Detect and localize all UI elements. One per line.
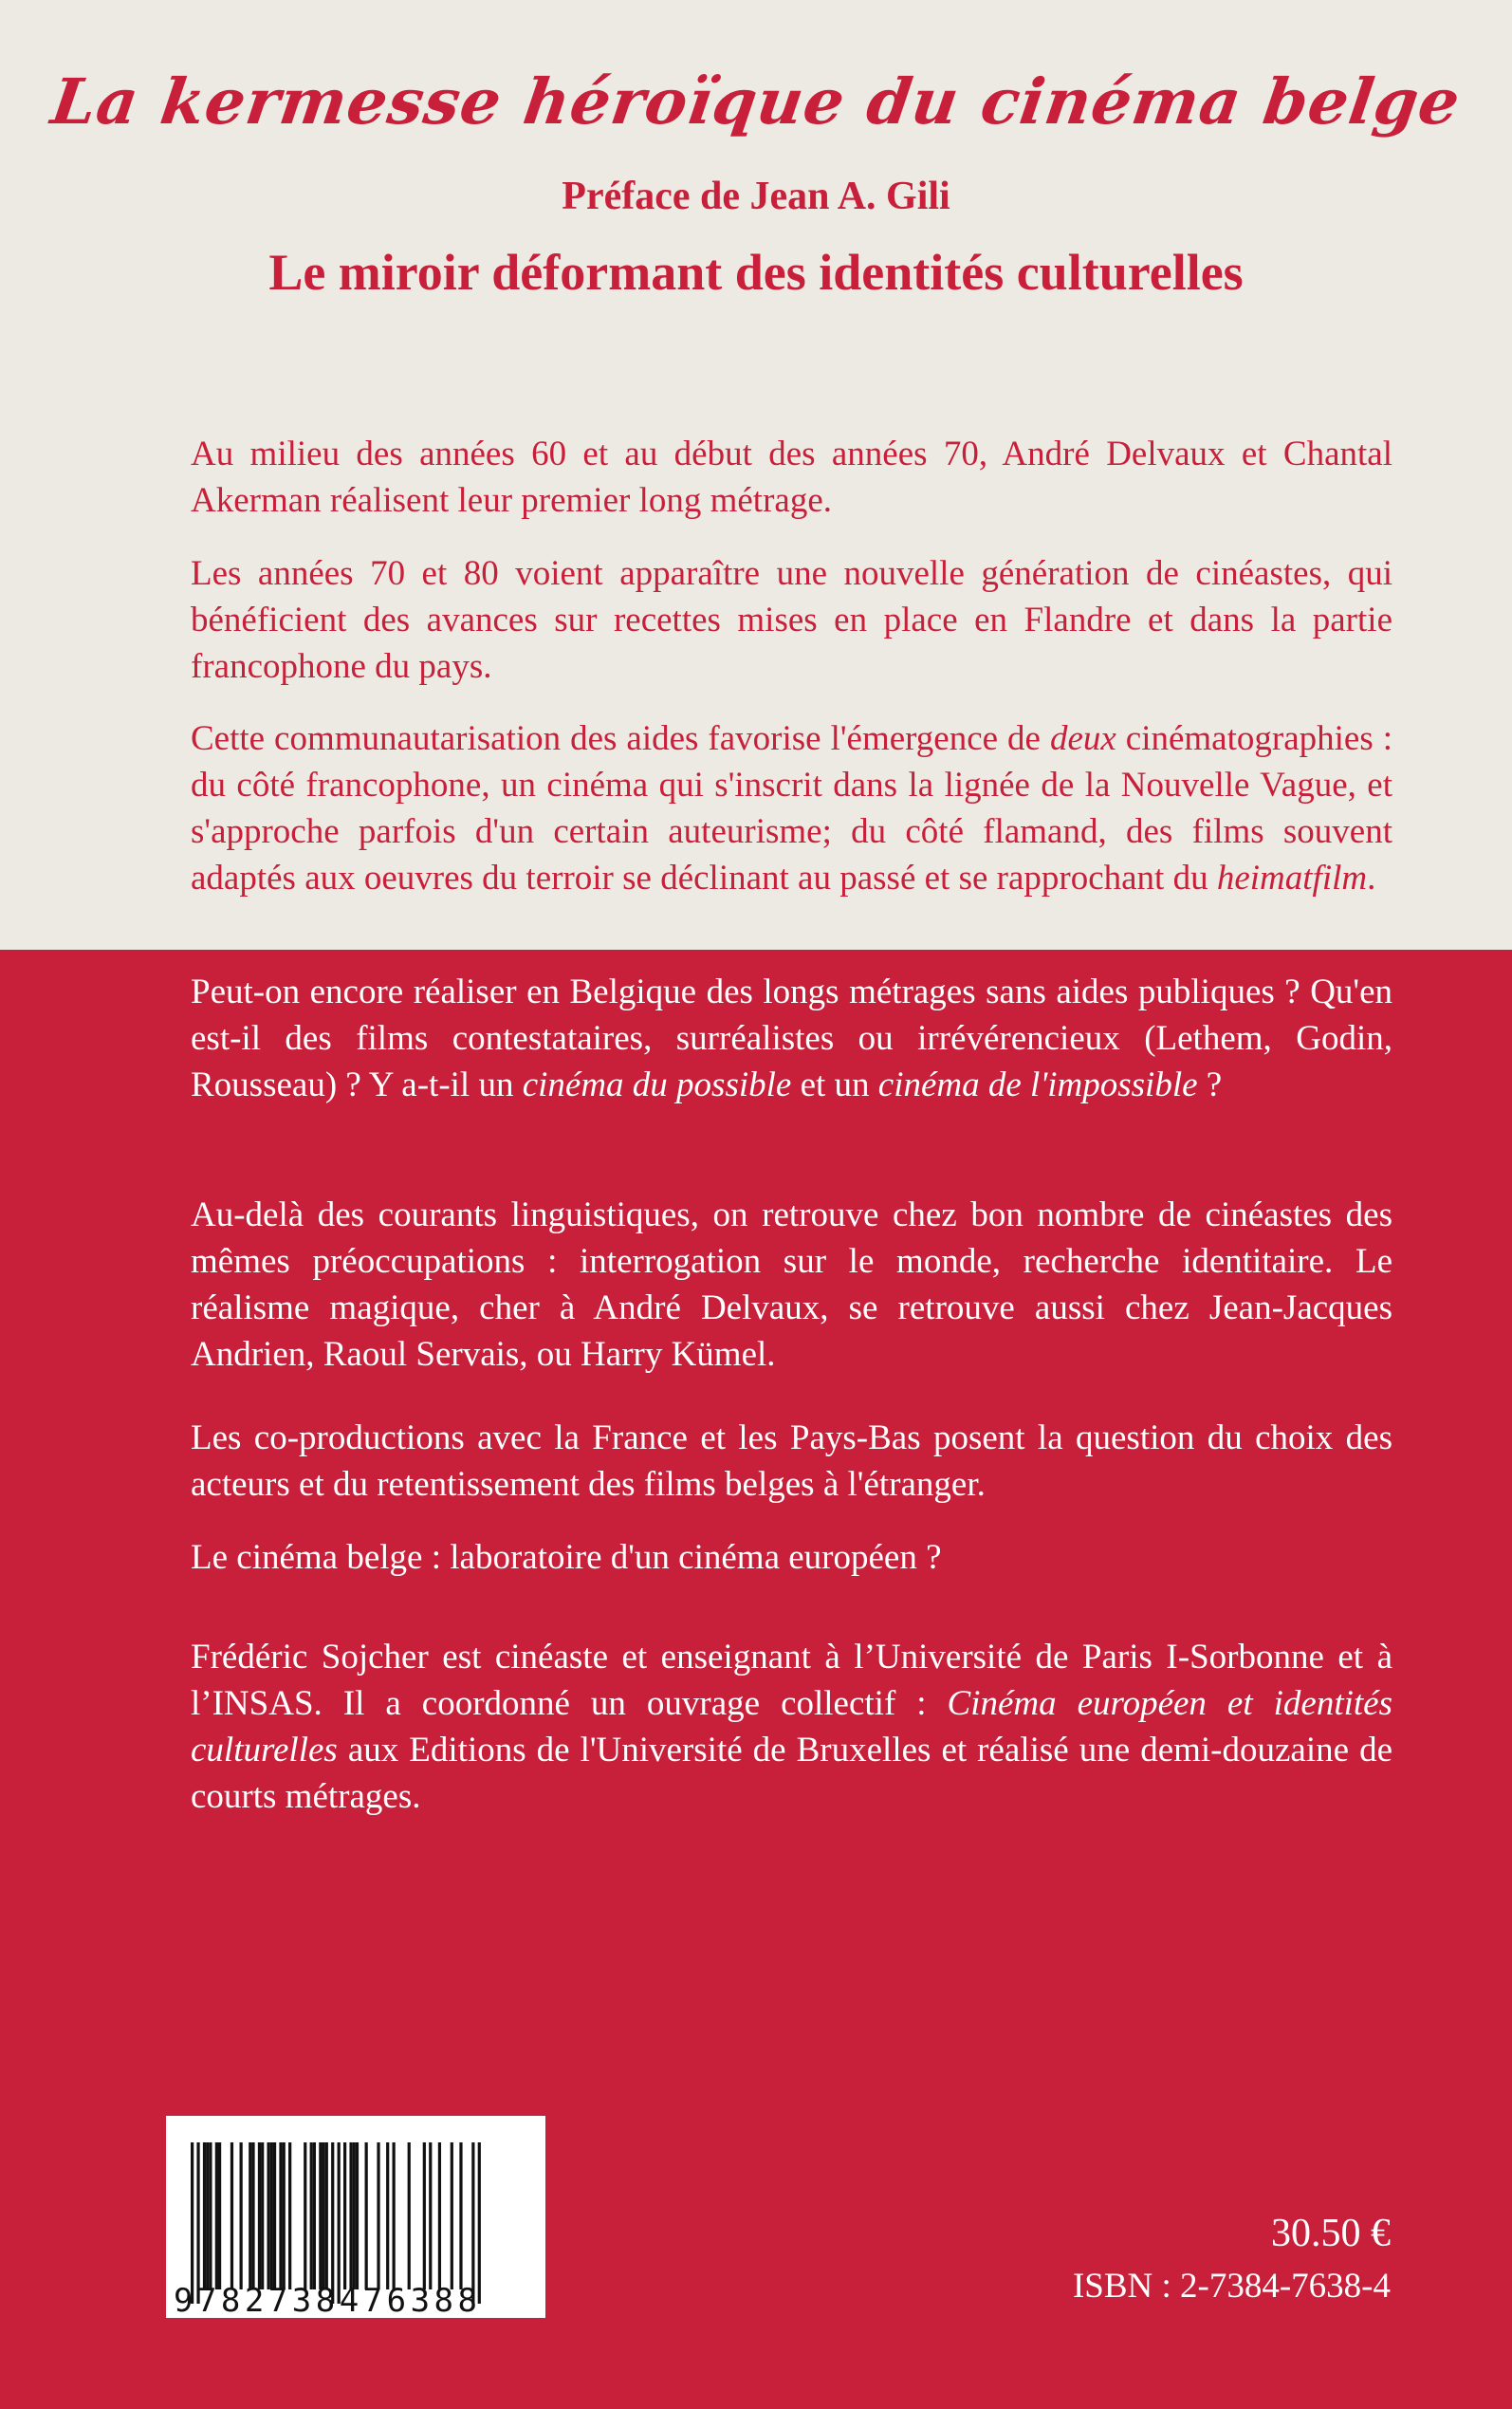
price: 30.50 € [1271, 2212, 1391, 2255]
barcode-bar [203, 2142, 206, 2289]
barcode-bar [478, 2142, 481, 2304]
barcode-bar [261, 2142, 264, 2289]
barcode-bar [393, 2142, 396, 2289]
barcode-bar [196, 2142, 199, 2304]
barcode-bar [270, 2142, 273, 2289]
text-segment: Les co-productions avec la France et les Pays-Bas posent la question du choix des acteurs et du retentissement des films belges à l'étranger. [191, 1418, 1392, 1504]
text-segment: . [1367, 859, 1376, 898]
text-segment: cinématographies : du côté francophone, un cinéma qui s'inscrit dans la lignée de la Nouvelle Vague, et s'approche parfois d'un certain auteurisme; du côté flamand, des films souvent adaptés aux oeuvres du terroir se déclinant au passé et se rapprochant du [191, 719, 1392, 898]
text-segment: Au-delà des courants linguistiques, on retrouve chez bon nombre de cinéastes des mêmes préoccupations : interrogation sur le monde, recherche identitaire. Le réalisme magique, cher à André Delvaux, se retrouve aussi chez Jean-Jacques Andrien, Raoul Servais, ou Harry Kümel. [191, 1195, 1392, 1374]
text-segment: Le cinéma belge : laboratoire d'un cinéma européen ? [191, 1538, 942, 1577]
barcode-bar [313, 2142, 316, 2289]
barcode-bar [408, 2142, 411, 2289]
text-segment: Les années 70 et 80 voient apparaître une nouvelle génération de cinéastes, qui bénéficient des avances sur recettes mises en place en Flandre et dans la partie francophone du pays. [191, 554, 1392, 686]
italic-text: deux [1049, 719, 1116, 758]
preface-credit: Préface de Jean A. Gili [562, 175, 950, 218]
barcode-bar [356, 2142, 359, 2289]
barcode-bar [215, 2142, 218, 2289]
barcode-bar [267, 2142, 270, 2289]
barcode-bar [343, 2142, 346, 2289]
barcode-bar [349, 2142, 352, 2289]
book-title: La kermesse héroïque du cinéma belge [46, 65, 1466, 139]
barcode-bar [319, 2142, 322, 2289]
text-segment: Au milieu des années 60 et au début des années 70, André Delvaux et Chantal Akerman réalisent leur premier long métrage. [191, 435, 1392, 520]
barcode-bar [377, 2142, 379, 2289]
barcode-graphic [166, 2116, 545, 2318]
barcode-bar [304, 2142, 306, 2289]
barcode-bar [471, 2142, 474, 2304]
barcode-bar [240, 2142, 243, 2289]
barcode-bar [249, 2142, 251, 2289]
barcode-bar [322, 2142, 324, 2289]
blurb-paragraph-1 [191, 431, 1392, 524]
barcode-bar [218, 2142, 221, 2289]
barcode-digits: 9782738476388 [174, 2282, 477, 2318]
barcode-bar [386, 2142, 389, 2289]
blurb-paragraph-7 [191, 1534, 1392, 1581]
barcode-bar [451, 2142, 453, 2289]
blurb-paragraph-3 [191, 715, 1392, 901]
barcode-bar [423, 2142, 426, 2289]
text-segment: Peut-on encore réaliser en Belgique des longs métrages sans aides publiques ? Qu'en est-il des films contestataires, surréalistes ou irrévérencieux (Lethem, Godin, Rousseau) ? Y a-t-il un [191, 973, 1392, 1104]
barcode-bar [283, 2142, 286, 2289]
barcode-bar [353, 2142, 356, 2289]
barcode-bar [331, 2142, 334, 2304]
barcode-bar [438, 2142, 441, 2289]
text-segment: aux Editions de l'Université de Bruxelles et réalisé une demi-douzaine de courts métrages. [191, 1731, 1392, 1816]
barcode-bar [191, 2142, 194, 2304]
text-segment: Frédéric Sojcher est cinéaste et enseignant à l’Université de Paris I-Sorbonne et à l’INSAS. Il a coordonné un ouvrage collectif : [191, 1638, 1392, 1723]
italic-text: cinéma du possible [522, 1066, 792, 1104]
text-segment: Cette communautarisation des aides favorise l'émergence de [191, 719, 1050, 758]
barcode-bar [279, 2142, 282, 2289]
barcode-bar [258, 2142, 261, 2289]
barcode-bar [338, 2142, 341, 2304]
italic-text: Cinéma européen et identités culturelles [191, 1684, 1392, 1770]
blurb-paragraph-5 [191, 1192, 1392, 1378]
isbn: ISBN : 2-7384-7638-4 [1072, 2267, 1391, 2306]
barcode-bar [429, 2142, 432, 2289]
blurb-paragraph-2 [191, 550, 1392, 690]
author-bio-paragraph [191, 1634, 1392, 1820]
italic-text: cinéma de l'impossible [877, 1066, 1198, 1104]
blurb-paragraph-6 [191, 1415, 1392, 1508]
barcode-bar [459, 2142, 462, 2289]
barcode-bar [251, 2142, 254, 2289]
barcode-bar [230, 2142, 233, 2289]
barcode-bar [288, 2142, 291, 2289]
blurb-paragraph-4 [191, 969, 1392, 1108]
barcode-bar [273, 2142, 276, 2289]
barcode-bar [310, 2142, 313, 2289]
barcode [166, 2116, 545, 2318]
text-segment: et un [791, 1066, 878, 1104]
barcode-bar [206, 2142, 209, 2289]
italic-text: heimatfilm [1216, 859, 1368, 898]
barcode-bar [209, 2142, 212, 2289]
book-subtitle: Le miroir déformant des identités culturelles [268, 244, 1244, 301]
text-segment: ? [1197, 1066, 1223, 1104]
barcode-bar [325, 2142, 328, 2289]
barcode-bar [365, 2142, 368, 2289]
